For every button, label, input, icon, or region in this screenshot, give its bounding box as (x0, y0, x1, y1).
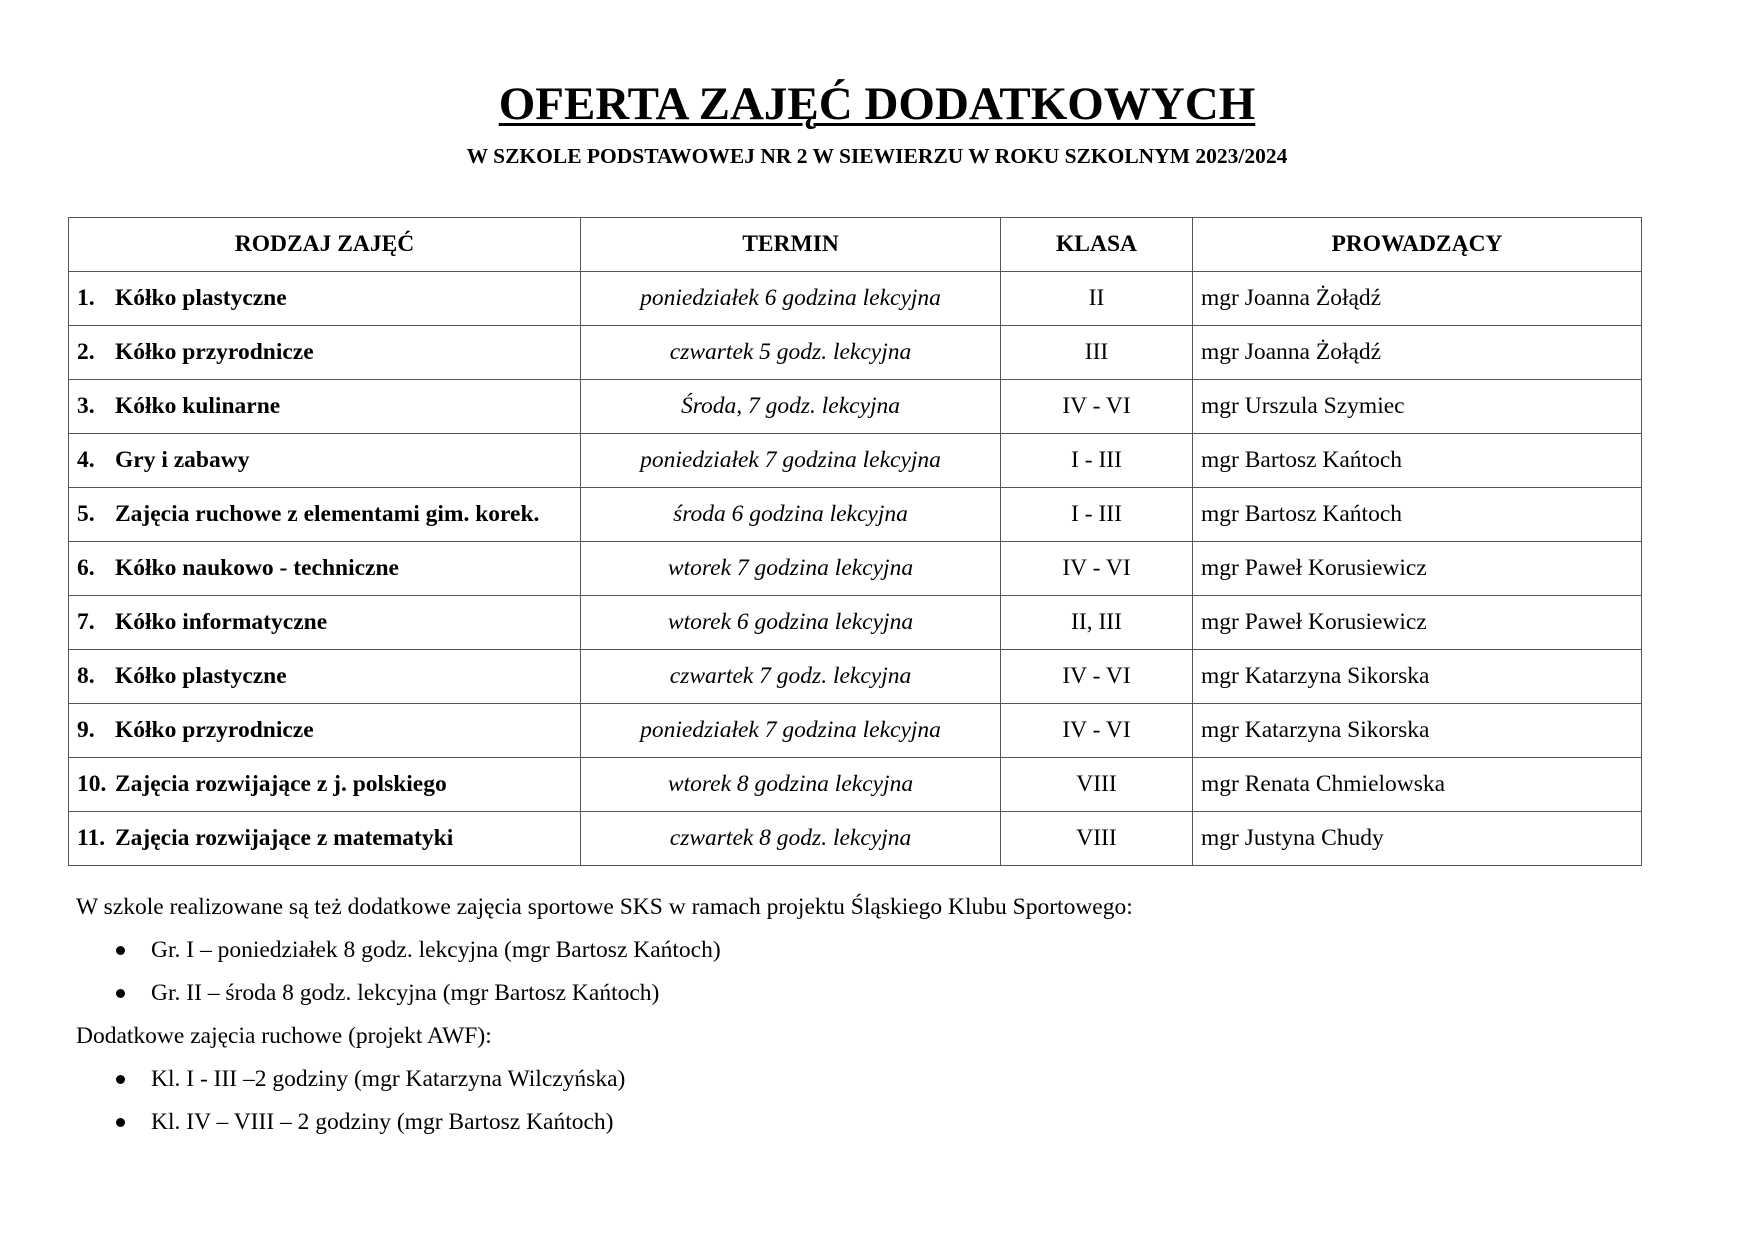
table-header-row (69, 218, 1642, 272)
table-row (69, 488, 1642, 542)
bullet-icon (116, 1118, 125, 1127)
document-title-text: OFERTA ZAJĘĆ DODATKOWYCH (498, 78, 1256, 130)
table-row (69, 812, 1642, 866)
teacher-cell: mgr Joanna Żołądź (1193, 272, 1642, 326)
bullet-icon (116, 946, 125, 955)
term-cell: wtorek 8 godzina lekcyjna (581, 758, 1001, 812)
activity-name-cell (69, 812, 581, 866)
teacher-cell: mgr Paweł Korusiewicz (1193, 596, 1642, 650)
class-cell: VIII (1001, 812, 1193, 866)
term-cell: wtorek 7 godzina lekcyjna (581, 542, 1001, 596)
row-number: 8. (77, 663, 95, 689)
class-cell: IV - VI (1001, 542, 1193, 596)
table-row (69, 542, 1642, 596)
sks-item-text: Gr. I – poniedziałek 8 godz. lekcyjna (mgr Bartosz Kańtoch) (151, 937, 721, 963)
bullet-icon (116, 1075, 125, 1084)
term-cell: czwartek 8 godz. lekcyjna (581, 812, 1001, 866)
teacher-cell: mgr Urszula Szymiec (1193, 380, 1642, 434)
teacher-cell: mgr Bartosz Kańtoch (1193, 488, 1642, 542)
table-row (69, 596, 1642, 650)
class-cell: II (1001, 272, 1193, 326)
table-row (69, 704, 1642, 758)
list-item (76, 1101, 1636, 1144)
activity-name-cell (69, 758, 581, 812)
term-cell: poniedziałek 7 godzina lekcyjna (581, 434, 1001, 488)
class-cell: IV - VI (1001, 380, 1193, 434)
activity-name-cell (69, 434, 581, 488)
activity-name-cell (69, 704, 581, 758)
row-number: 7. (77, 609, 95, 635)
activity-name-cell (69, 542, 581, 596)
term-cell: poniedziałek 6 godzina lekcyjna (581, 272, 1001, 326)
activity-name: Gry i zabawy (115, 447, 250, 473)
awf-item-text: Kl. IV – VIII – 2 godziny (mgr Bartosz Kańtoch) (151, 1109, 614, 1135)
row-number: 11. (77, 825, 106, 851)
activity-name-cell (69, 380, 581, 434)
table-row (69, 272, 1642, 326)
activity-name-cell (69, 596, 581, 650)
activity-name: Kółko kulinarne (115, 393, 281, 419)
sks-item-text: Gr. II – środa 8 godz. lekcyjna (mgr Bartosz Kańtoch) (151, 980, 660, 1006)
activity-name: Kółko przyrodnicze (115, 339, 314, 365)
list-item (76, 1058, 1636, 1101)
activity-name: Zajęcia ruchowe z elementami gim. korek. (115, 501, 540, 527)
term-cell: poniedziałek 7 godzina lekcyjna (581, 704, 1001, 758)
awf-item-text: Kl. I - III –2 godziny (mgr Katarzyna Wilczyńska) (151, 1066, 626, 1092)
term-cell: czwartek 7 godz. lekcyjna (581, 650, 1001, 704)
class-cell: I - III (1001, 488, 1193, 542)
activity-name-cell (69, 488, 581, 542)
row-number: 10. (77, 771, 107, 797)
row-number: 6. (77, 555, 95, 581)
activity-name: Kółko przyrodnicze (115, 717, 314, 743)
activity-name: Zajęcia rozwijające z matematyki (115, 825, 454, 851)
class-cell: IV - VI (1001, 704, 1193, 758)
activity-name-cell (69, 650, 581, 704)
teacher-cell: mgr Katarzyna Sikorska (1193, 704, 1642, 758)
teacher-cell: mgr Joanna Żołądź (1193, 326, 1642, 380)
sks-intro-text: W szkole realizowane są też dodatkowe zajęcia sportowe SKS w ramach projektu Śląskiego Klubu Sportowego: (76, 894, 1133, 920)
header-class: KLASA (1001, 218, 1193, 272)
class-cell: I - III (1001, 434, 1193, 488)
header-teacher: PROWADZĄCY (1193, 218, 1642, 272)
activity-name: Kółko informatyczne (115, 609, 328, 635)
row-number: 4. (77, 447, 95, 473)
teacher-cell: mgr Katarzyna Sikorska (1193, 650, 1642, 704)
class-cell: VIII (1001, 758, 1193, 812)
term-cell: Środa, 7 godz. lekcyjna (581, 380, 1001, 434)
row-number: 5. (77, 501, 95, 527)
table-row (69, 434, 1642, 488)
activity-name-cell (69, 272, 581, 326)
class-cell: II, III (1001, 596, 1193, 650)
table-row (69, 380, 1642, 434)
activity-name: Kółko plastyczne (115, 285, 287, 311)
term-cell: środa 6 godzina lekcyjna (581, 488, 1001, 542)
table-row (69, 650, 1642, 704)
term-cell: czwartek 5 godz. lekcyjna (581, 326, 1001, 380)
awf-intro-text: Dodatkowe zajęcia ruchowe (projekt AWF): (76, 1023, 492, 1049)
activities-table (68, 217, 1642, 866)
row-number: 1. (77, 285, 95, 311)
row-number: 2. (77, 339, 95, 365)
class-cell: IV - VI (1001, 650, 1193, 704)
row-number: 9. (77, 717, 95, 743)
header-activity-type: RODZAJ ZAJĘĆ (69, 218, 581, 272)
activity-name: Kółko naukowo - techniczne (115, 555, 399, 581)
list-item (76, 929, 1636, 972)
row-number: 3. (77, 393, 95, 419)
table-row (69, 326, 1642, 380)
table-row (69, 758, 1642, 812)
additional-notes (76, 886, 1636, 1144)
activity-name: Zajęcia rozwijające z j. polskiego (115, 771, 447, 797)
teacher-cell: mgr Paweł Korusiewicz (1193, 542, 1642, 596)
list-item (76, 972, 1636, 1015)
bullet-icon (116, 989, 125, 998)
activity-name: Kółko plastyczne (115, 663, 287, 689)
teacher-cell: mgr Renata Chmielowska (1193, 758, 1642, 812)
class-cell: III (1001, 326, 1193, 380)
teacher-cell: mgr Bartosz Kańtoch (1193, 434, 1642, 488)
document-title (0, 76, 1754, 132)
teacher-cell: mgr Justyna Chudy (1193, 812, 1642, 866)
document-subtitle: W SZKOLE PODSTAWOWEJ NR 2 W SIEWIERZU W ROKU SZKOLNYM 2023/2024 (466, 144, 1288, 168)
header-term: TERMIN (581, 218, 1001, 272)
activity-name-cell (69, 326, 581, 380)
term-cell: wtorek 6 godzina lekcyjna (581, 596, 1001, 650)
